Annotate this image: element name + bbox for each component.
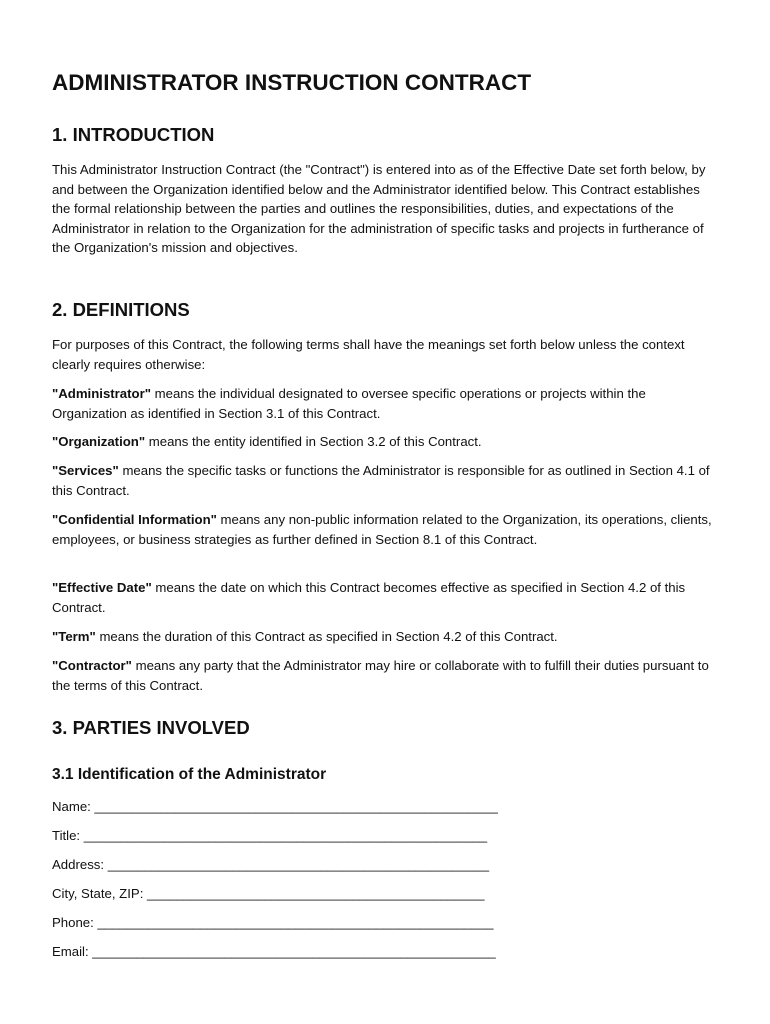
field-address[interactable]: Address: ____________________________________________________	[52, 857, 490, 872]
section-heading-introduction: 1. INTRODUCTION	[52, 124, 215, 145]
definition-confidential-information	[52, 510, 720, 549]
document-title: ADMINISTRATOR INSTRUCTION CONTRACT	[52, 70, 532, 95]
definition-term: "Effective Date"	[52, 580, 152, 595]
definition-term-duration	[52, 627, 720, 647]
section-heading-parties: 3. PARTIES INVOLVED	[52, 717, 250, 738]
definition-term: "Contractor"	[52, 658, 132, 673]
definition-organization	[52, 432, 720, 452]
definition-text: means the entity identified in Section 3.2 of this Contract.	[145, 434, 482, 449]
field-city-state-zip[interactable]: City, State, ZIP: ______________________________________________	[52, 886, 485, 901]
definition-term: "Confidential Information"	[52, 512, 217, 527]
field-email[interactable]: Email: _______________________________________________________	[52, 944, 496, 959]
definition-text: means any party that the Administrator may hire or collaborate with to fulfill their duties pursuant to the terms of this Contract.	[52, 658, 709, 693]
definition-text: means the individual designated to oversee specific operations or projects within the Organization as identified in Section 3.1 of this Contract.	[52, 386, 646, 421]
definitions-intro-paragraph: For purposes of this Contract, the following terms shall have the meanings set forth below unless the context clearly requires otherwise:	[52, 337, 685, 372]
definition-term: "Term"	[52, 629, 96, 644]
definition-text: means any non-public information related to the Organization, its operations, clients, employees, or business strategies as further defined in Section 8.1 of this Contract.	[52, 512, 712, 547]
introduction-paragraph: This Administrator Instruction Contract (the "Contract") is entered into as of the Effective Date set forth below, by and between the Organization identified below and the Administrator identified below. This Contract establishes the formal relationship between the parties and outlines the responsibilities, duties, and expectations of the Administrator in relation to the Organization for the administration of specific tasks and projects in furtherance of the Organization's mission and objectives.	[52, 162, 706, 255]
definition-effective-date	[52, 578, 720, 617]
definition-term: "Administrator"	[52, 386, 151, 401]
definition-text: means the specific tasks or functions the Administrator is responsible for as outlined in Section 4.1 of this Contract.	[52, 463, 710, 498]
definition-text: means the date on which this Contract becomes effective as specified in Section 4.2 of this Contract.	[52, 580, 686, 615]
field-name[interactable]: Name: _______________________________________________________	[52, 799, 498, 814]
definition-term: "Organization"	[52, 434, 146, 449]
field-title[interactable]: Title: _______________________________________________________	[52, 828, 488, 843]
definition-term: "Services"	[52, 463, 119, 478]
definition-administrator	[52, 384, 720, 423]
field-phone[interactable]: Phone: ______________________________________________________	[52, 915, 494, 930]
subsection-heading-administrator: 3.1 Identification of the Administrator	[52, 766, 327, 783]
definition-contractor	[52, 656, 720, 695]
section-heading-definitions: 2. DEFINITIONS	[52, 299, 190, 320]
definition-text: means the duration of this Contract as specified in Section 4.2 of this Contract.	[95, 629, 558, 644]
definition-services	[52, 461, 720, 500]
